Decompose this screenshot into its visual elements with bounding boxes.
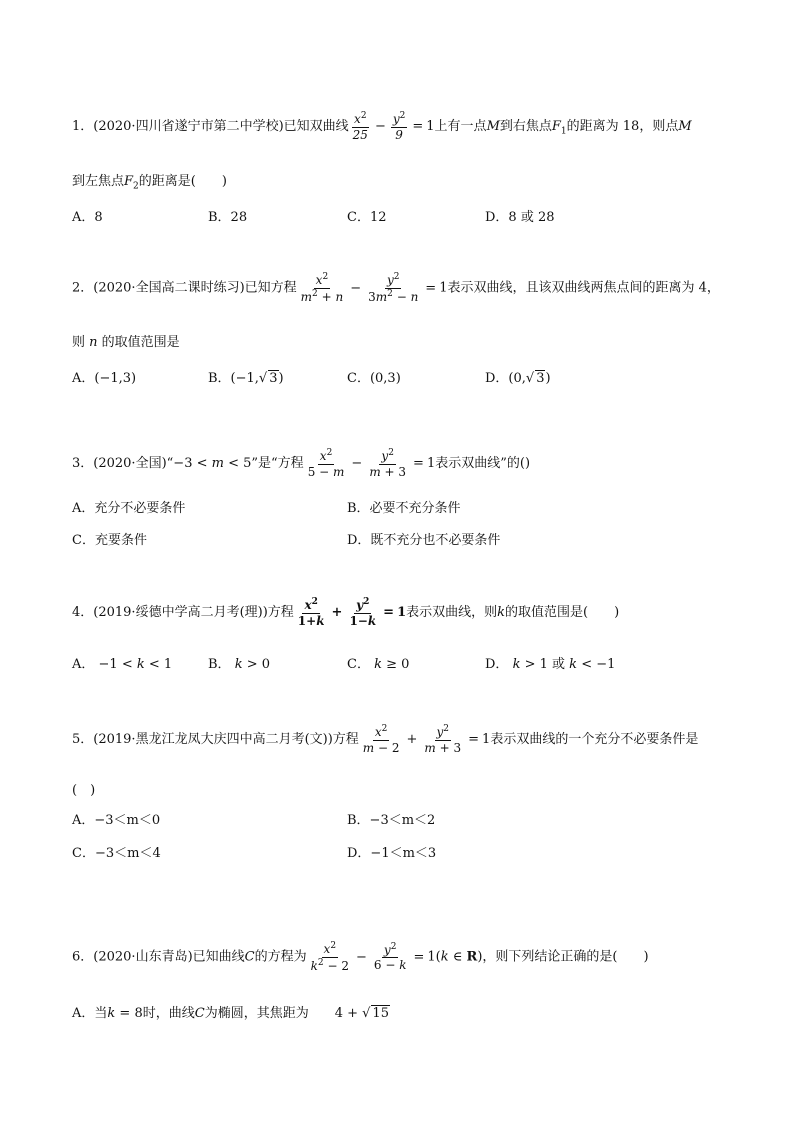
question-6-line-1: 6．(2020·山东青岛)已知曲线C的方程为 $\frac{x^2}{k^2 - 2}$ − $\frac{y^2}{6 - k}$ = 1(k ∈ R)，则下列结论正确的是( ) bbox=[72, 941, 649, 973]
q5-option-c: C．−3＜m＜4 bbox=[72, 846, 161, 861]
fraction: $\frac{x^2}{m^2 + n}$ bbox=[300, 272, 344, 304]
fraction: $\frac{x^2}{m - 2}$ bbox=[362, 724, 400, 755]
question-5-line-2: ( ) bbox=[72, 783, 96, 798]
q2-option-c: C．(0,3) bbox=[347, 371, 401, 386]
fraction: $\frac{y^2}{9}$ bbox=[392, 111, 406, 142]
question-2-line-1: 2．(2020·全国高二课时练习)已知方程 $\frac{x^2}{m^2 + n}$ − $\frac{y^2}{3m^2 - n}$ = 1表示双曲线，且该双曲线两焦点间的距离为 4， bbox=[72, 272, 720, 304]
fraction: $\frac{x^2}{5 - m}$ bbox=[307, 448, 345, 479]
fraction: $\frac{y^2}{1-k}$ bbox=[349, 597, 377, 628]
fraction: $\frac{y^2}{m + 3}$ bbox=[424, 724, 462, 755]
q3-option-d: D．既不充分也不必要条件 bbox=[347, 533, 501, 548]
fraction: $\frac{y^2}{m + 3}$ bbox=[369, 448, 407, 479]
q1-option-b: B．28 bbox=[208, 210, 248, 225]
q3-option-a: A．充分不必要条件 bbox=[72, 501, 186, 516]
fraction: $\frac{y^2}{6 - k}$ bbox=[373, 941, 407, 973]
q5-option-a: A．−3＜m＜0 bbox=[72, 813, 161, 828]
q4-option-b: B． k > 0 bbox=[208, 657, 271, 672]
q2-option-a: A．(−1,3) bbox=[72, 371, 137, 386]
q4-option-d: D． k > 1 或 k < −1 bbox=[485, 657, 616, 672]
q2-option-d: D．(0,√ 3) bbox=[485, 371, 551, 386]
fraction: $\frac{x^2}{1+k}$ bbox=[297, 597, 325, 628]
question-1-line-2: 到左焦点$F_2$的距离是( ) bbox=[72, 174, 227, 192]
q3-option-c: C．充要条件 bbox=[72, 533, 147, 548]
q1-option-a: A．8 bbox=[72, 210, 103, 225]
question-1-line-1: 1．(2020·四川省遂宁市第二中学校)已知双曲线 $\frac{x^2}{25}$ − $\frac{y^2}{9}$ = 1上有一点M到右焦点$F_1$的距离为 18，则点M bbox=[72, 111, 692, 142]
q3-option-b: B．必要不充分条件 bbox=[347, 501, 461, 516]
fraction: $\frac{x^2}{25}$ bbox=[352, 111, 368, 142]
q5-option-b: B．−3＜m＜2 bbox=[347, 813, 436, 828]
fraction: $\frac{x^2}{k^2 - 2}$ bbox=[310, 941, 349, 973]
q2-option-b: B．(−1,√ 3) bbox=[208, 371, 284, 386]
question-2-line-2: 则 n 的取值范围是 bbox=[72, 335, 180, 350]
q1-option-d: D．8 或 28 bbox=[485, 210, 555, 225]
q4-option-a: A． −1 < k < 1 bbox=[72, 657, 173, 672]
q5-option-d: D．−1＜m＜3 bbox=[347, 846, 437, 861]
q4-option-c: C． k ≥ 0 bbox=[347, 657, 410, 672]
question-4-line-1: 4．(2019·绥德中学高二月考(理))方程 $\frac{x^2}{1+k}$ + $\frac{y^2}{1-k}$ = 1表示双曲线，则k的取值范围是( ) bbox=[72, 597, 620, 628]
fraction: $\frac{y^2}{3m^2 - n}$ bbox=[368, 272, 419, 304]
question-3-line-1: 3．(2020·全国)“−3 < m < 5”是“方程 $\frac{x^2}{5 - m}$ − $\frac{y^2}{m + 3}$ = 1表示双曲线”的() bbox=[72, 448, 531, 479]
q6-option-a: A．当k = 8时，曲线C为椭圆，其焦距为 4 + √ 15 bbox=[72, 1006, 389, 1021]
q1-option-c: C．12 bbox=[347, 210, 387, 225]
question-5-line-1: 5．(2019·黑龙江龙凤大庆四中高二月考(文))方程 $\frac{x^2}{m - 2}$ + $\frac{y^2}{m + 3}$ = 1表示双曲线的一个充分不必要条件是 bbox=[72, 724, 699, 755]
